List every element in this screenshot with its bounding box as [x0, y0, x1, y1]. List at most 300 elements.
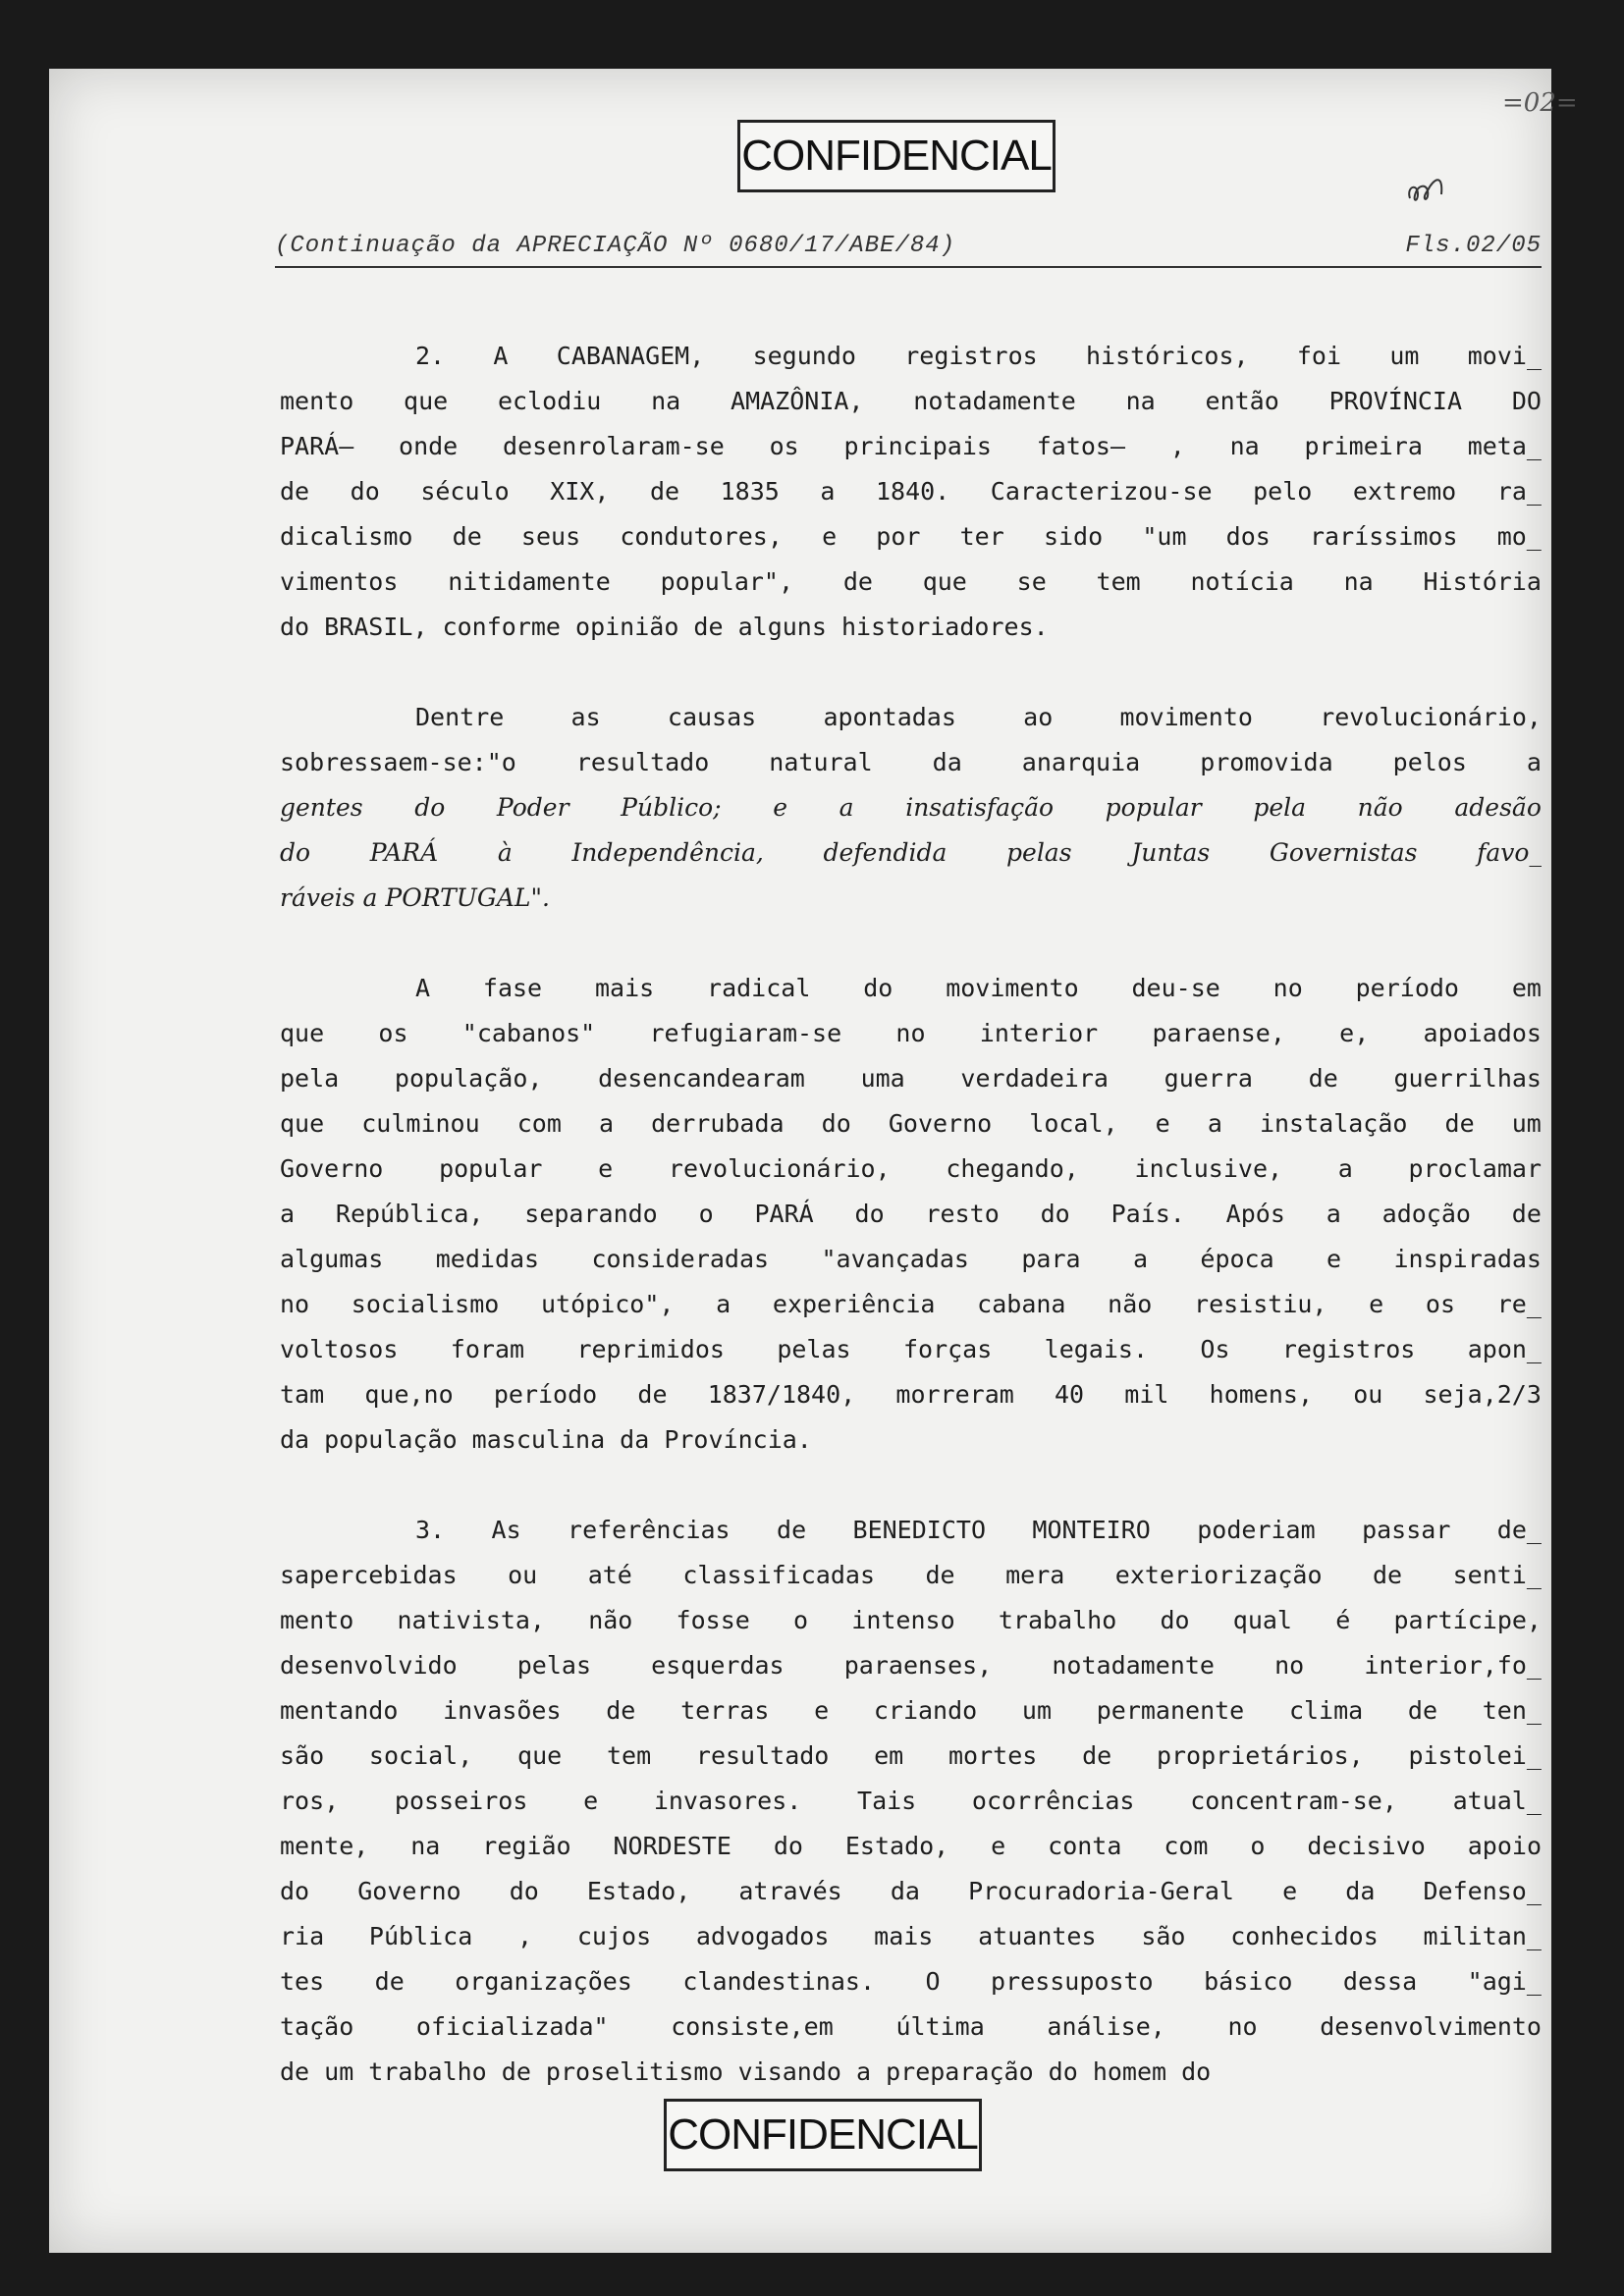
- word: na: [1229, 432, 1260, 460]
- word: pelas: [1006, 838, 1072, 867]
- word: Estado,: [586, 1877, 691, 1905]
- word: tes: [280, 1967, 325, 1996]
- text-line: [280, 1282, 1542, 1327]
- word: mo_: [1496, 522, 1542, 551]
- word: a: [280, 1200, 296, 1228]
- word: atuantes: [978, 1922, 1097, 1950]
- word: ao: [1023, 703, 1054, 731]
- word: apontadas: [823, 703, 956, 731]
- text-span: da população masculina da Província.: [280, 1425, 812, 1454]
- word: adesão: [1454, 793, 1542, 822]
- word: apon_: [1467, 1335, 1542, 1363]
- word: a: [1132, 1245, 1149, 1273]
- word: 1837/1840,: [707, 1380, 856, 1409]
- text-line: [280, 1914, 1542, 1959]
- word: PARÁ: [369, 838, 439, 867]
- word: popular: [1105, 793, 1202, 822]
- word: são: [280, 1741, 325, 1770]
- word: da: [1345, 1877, 1376, 1905]
- paragraph-radical-phase: [280, 966, 1542, 1463]
- word: separando: [524, 1200, 658, 1228]
- word: foram: [450, 1335, 525, 1363]
- word: de: [606, 1696, 636, 1725]
- word: clima: [1288, 1696, 1364, 1725]
- word: sobressaem-se:"o: [280, 748, 516, 776]
- word: Governo: [888, 1109, 993, 1138]
- word: então: [1205, 387, 1279, 415]
- word: e: [1369, 1290, 1384, 1318]
- word: invasões: [443, 1696, 562, 1725]
- word: popular",: [660, 567, 794, 596]
- word: paraense,: [1152, 1019, 1285, 1047]
- word: região: [482, 1832, 571, 1860]
- word: notadamente: [913, 387, 1076, 415]
- word: e: [822, 522, 838, 551]
- word: partícipe,: [1393, 1606, 1542, 1634]
- word: CABANAGEM,: [556, 342, 705, 370]
- word: revolucionário,: [668, 1154, 891, 1183]
- word: do: [863, 974, 893, 1002]
- word: do: [414, 793, 446, 822]
- word: invasores.: [653, 1787, 802, 1815]
- word: que,no: [364, 1380, 454, 1409]
- word: pistolei_: [1408, 1741, 1542, 1770]
- word: Tais: [857, 1787, 917, 1815]
- word: um: [1021, 1696, 1053, 1725]
- word: PARÁ—: [280, 432, 354, 460]
- word: na: [410, 1832, 441, 1860]
- word: chegando,: [946, 1154, 1079, 1183]
- word: PROVÍNCIA: [1328, 387, 1463, 415]
- word: Independência,: [571, 838, 764, 867]
- word: Poder: [496, 793, 569, 822]
- word: 40: [1055, 1380, 1085, 1409]
- word: a: [1326, 1200, 1341, 1228]
- word: vimentos: [280, 567, 399, 596]
- word: de: [1444, 1109, 1475, 1138]
- word: com: [1164, 1832, 1209, 1860]
- text-line: [280, 830, 1542, 876]
- word: movi_: [1467, 342, 1542, 370]
- word: na: [1125, 387, 1156, 415]
- word: revolucionário,: [1320, 703, 1542, 731]
- word: proclamar: [1408, 1154, 1542, 1183]
- word: ter: [959, 522, 1004, 551]
- word: a: [839, 793, 854, 822]
- word: e: [1326, 1245, 1342, 1273]
- word: pressuposto: [991, 1967, 1154, 1996]
- word: mento: [280, 1606, 354, 1634]
- word: concentram-se,: [1190, 1787, 1397, 1815]
- word: de: [1373, 1561, 1403, 1589]
- word: advogados: [695, 1922, 830, 1950]
- word: registros: [1281, 1335, 1416, 1363]
- text-span: ráveis a PORTUGAL".: [280, 883, 550, 912]
- header-sheet-number: Fls.02/05: [1405, 233, 1542, 259]
- word: oficializada": [415, 2012, 609, 2041]
- word: da: [890, 1877, 920, 1905]
- word: mente,: [280, 1832, 369, 1860]
- word: natural: [769, 748, 873, 776]
- word: interior,fo_: [1364, 1651, 1542, 1680]
- word: ,: [1169, 432, 1185, 460]
- word: ou: [508, 1561, 538, 1589]
- word: ocorrências: [971, 1787, 1135, 1815]
- word: desenrolaram-se: [503, 432, 725, 460]
- word: cujos: [576, 1922, 652, 1950]
- word: segundo: [752, 342, 856, 370]
- word: pela: [1253, 793, 1307, 822]
- word: tem: [1096, 567, 1141, 596]
- word: culminou: [361, 1109, 480, 1138]
- word: Governo: [357, 1877, 461, 1905]
- word: guerra: [1164, 1064, 1253, 1093]
- word: do: [280, 1877, 310, 1905]
- word: uma: [860, 1064, 905, 1093]
- word: homens,: [1209, 1380, 1313, 1409]
- word: favo_: [1477, 838, 1542, 867]
- word: PARÁ: [754, 1200, 814, 1228]
- word: de_: [1496, 1516, 1542, 1544]
- text-line: [280, 424, 1542, 469]
- word: período: [493, 1380, 598, 1409]
- word: ou: [1353, 1380, 1383, 1409]
- word: período: [1355, 974, 1459, 1002]
- word: inspiradas: [1393, 1245, 1542, 1273]
- text-line: [280, 560, 1542, 605]
- word: cabana: [977, 1290, 1066, 1318]
- word: análise,: [1047, 2012, 1165, 2041]
- word: "cabanos": [461, 1019, 596, 1047]
- word: são: [1141, 1922, 1186, 1950]
- word: e: [598, 1154, 614, 1183]
- word: experiência: [772, 1290, 936, 1318]
- word: de: [925, 1561, 955, 1589]
- word: de: [1407, 1696, 1438, 1725]
- paragraph-2: [280, 334, 1542, 650]
- word: XIX,: [550, 477, 610, 506]
- text-line: [280, 469, 1542, 514]
- word: sapercebidas: [280, 1561, 458, 1589]
- word: de: [280, 477, 310, 506]
- paragraph-causes: [280, 695, 1542, 921]
- word: do: [854, 1200, 885, 1228]
- word: a: [820, 477, 836, 506]
- text-line: [280, 1417, 1542, 1463]
- word: os: [1425, 1290, 1456, 1318]
- word: no: [895, 1019, 926, 1047]
- word: que: [280, 1109, 325, 1138]
- word: desenvolvimento: [1320, 2012, 1542, 2041]
- text-line: [280, 1237, 1542, 1282]
- word: um: [1389, 342, 1420, 370]
- word: ten_: [1482, 1696, 1542, 1725]
- word: História: [1423, 567, 1542, 596]
- word: não: [588, 1606, 633, 1634]
- word: verdadeira: [960, 1064, 1109, 1093]
- text-line: [280, 785, 1542, 830]
- word: "um: [1142, 522, 1187, 551]
- word: no: [1227, 2012, 1258, 2041]
- word: de: [374, 1967, 405, 1996]
- word: tem: [606, 1741, 652, 1770]
- word: do: [1040, 1200, 1070, 1228]
- word: 3.: [415, 1516, 446, 1544]
- word: e: [773, 793, 788, 822]
- word: com: [516, 1109, 562, 1138]
- word: mento: [280, 387, 354, 415]
- word: o: [793, 1606, 809, 1634]
- word: e: [814, 1696, 830, 1725]
- text-line: [280, 2004, 1542, 2050]
- word: resto: [925, 1200, 1000, 1228]
- word: é: [1335, 1606, 1351, 1634]
- word: NORDESTE: [613, 1832, 731, 1860]
- word: inclusive,: [1134, 1154, 1283, 1183]
- word: tação: [280, 2012, 354, 2041]
- word: se: [1016, 567, 1047, 596]
- word: pelas: [777, 1335, 851, 1363]
- text-line: [280, 1824, 1542, 1869]
- word: promovida: [1200, 748, 1333, 776]
- text-line: [280, 1598, 1542, 1643]
- word: pelos: [1392, 748, 1467, 776]
- word: apoio: [1467, 1832, 1542, 1860]
- word: medidas: [435, 1245, 540, 1273]
- word: históricos,: [1086, 342, 1249, 370]
- word: Os: [1200, 1335, 1230, 1363]
- word: conhecidos: [1230, 1922, 1379, 1950]
- word: consiste,em: [671, 2012, 834, 2041]
- word: foi: [1296, 342, 1342, 370]
- word: desencandearam: [598, 1064, 805, 1093]
- word: defendida: [823, 838, 947, 867]
- word: exteriorização: [1114, 1561, 1323, 1589]
- word: Após: [1225, 1200, 1285, 1228]
- word: Dentre: [415, 703, 505, 731]
- word: um: [1511, 1109, 1542, 1138]
- word: algumas: [280, 1245, 384, 1273]
- word: 1835: [720, 477, 780, 506]
- text-line: [280, 1643, 1542, 1688]
- word: os: [378, 1019, 408, 1047]
- word: o: [1250, 1832, 1266, 1860]
- word: forças: [902, 1335, 993, 1363]
- word: a: [716, 1290, 731, 1318]
- text-line: [280, 1688, 1542, 1734]
- word: em: [874, 1741, 904, 1770]
- word: fatos—: [1036, 432, 1126, 460]
- word: e: [1282, 1877, 1298, 1905]
- word: de: [637, 1380, 668, 1409]
- word: mortes: [948, 1741, 1038, 1770]
- text-line: [280, 1779, 1542, 1824]
- word: voltosos: [280, 1335, 399, 1363]
- word: reprimidos: [576, 1335, 725, 1363]
- word: trabalho: [998, 1606, 1117, 1634]
- word: no: [280, 1290, 310, 1318]
- word: mais: [874, 1922, 934, 1950]
- word: condutores,: [620, 522, 783, 551]
- word: proprietários,: [1156, 1741, 1364, 1770]
- word: na: [651, 387, 681, 415]
- word: de: [649, 477, 680, 506]
- word: do: [509, 1877, 539, 1905]
- word: instalação: [1259, 1109, 1408, 1138]
- handwritten-initials: [1404, 169, 1453, 208]
- word: interior: [979, 1019, 1099, 1047]
- word: através: [738, 1877, 842, 1905]
- word: pelo: [1253, 477, 1313, 506]
- word: A: [493, 342, 509, 370]
- word: movimento: [1119, 703, 1253, 731]
- word: resultado: [575, 748, 710, 776]
- word: movimento: [946, 974, 1079, 1002]
- page-number-mark: =02=: [1502, 88, 1578, 118]
- word: radical: [707, 974, 811, 1002]
- word: resultado: [695, 1741, 830, 1770]
- word: principais: [843, 432, 992, 460]
- word: conta: [1048, 1832, 1122, 1860]
- text-line: [280, 1869, 1542, 1914]
- word: causas: [667, 703, 757, 731]
- text-line: [280, 379, 1542, 424]
- document-page: [49, 69, 1578, 2253]
- word: de: [842, 567, 873, 596]
- word: AMAZÔNIA,: [731, 387, 864, 415]
- word: qual: [1232, 1606, 1292, 1634]
- word: dicalismo: [280, 522, 413, 551]
- text-line: [280, 740, 1542, 785]
- word: última: [895, 2012, 985, 2041]
- word: os: [769, 432, 799, 460]
- word: decisivo: [1307, 1832, 1426, 1860]
- word: socialismo: [351, 1290, 500, 1318]
- header-reference: (Continuação da APRECIAÇÃO Nº 0680/17/ABE/84): [275, 233, 956, 259]
- word: deu-se: [1131, 974, 1220, 1002]
- word: primeira: [1304, 432, 1423, 460]
- word: resistiu,: [1194, 1290, 1327, 1318]
- word: do: [350, 477, 380, 506]
- word: mentando: [280, 1696, 399, 1725]
- text-span: do BRASIL, conforme opinião de alguns historiadores.: [280, 613, 1049, 641]
- word: meta_: [1467, 432, 1542, 460]
- word: Governistas: [1269, 838, 1418, 867]
- word: notícia: [1190, 567, 1294, 596]
- word: do: [1160, 1606, 1190, 1634]
- word: poderiam: [1197, 1516, 1316, 1544]
- text-line: [280, 1959, 1542, 2004]
- text-line: [280, 1147, 1542, 1192]
- word: o: [698, 1200, 714, 1228]
- word: no: [1274, 1651, 1305, 1680]
- word: e: [583, 1787, 599, 1815]
- word: eclodiu: [497, 387, 602, 415]
- word: até: [587, 1561, 632, 1589]
- word: população,: [394, 1064, 543, 1093]
- word: terras: [680, 1696, 770, 1725]
- text-line: [280, 966, 1542, 1011]
- word: Estado,: [844, 1832, 949, 1860]
- word: de: [1511, 1200, 1542, 1228]
- word: que: [922, 567, 967, 596]
- word: ra_: [1496, 477, 1542, 506]
- confidential-stamp-top: CONFIDENCIAL: [737, 120, 1056, 192]
- word: A: [415, 974, 431, 1002]
- word: intenso: [851, 1606, 955, 1634]
- word: raríssimos: [1310, 522, 1458, 551]
- word: País.: [1110, 1200, 1185, 1228]
- word: "avançadas: [821, 1245, 969, 1273]
- word: e: [1155, 1109, 1170, 1138]
- word: século: [420, 477, 510, 506]
- paragraph-3: [280, 1508, 1542, 2095]
- word: popular: [439, 1154, 543, 1183]
- word: 1840.: [875, 477, 950, 506]
- word: Defenso_: [1423, 1877, 1542, 1905]
- word: utópico",: [541, 1290, 675, 1318]
- word: senti_: [1452, 1561, 1542, 1589]
- word: ,: [517, 1922, 533, 1950]
- word: do: [773, 1832, 803, 1860]
- text-line: [280, 514, 1542, 560]
- word: Governo: [280, 1154, 384, 1183]
- word: mais: [594, 974, 655, 1002]
- text-line: [280, 1372, 1542, 1417]
- word: legais.: [1044, 1335, 1149, 1363]
- word: militan_: [1423, 1922, 1542, 1950]
- word: a: [1337, 1154, 1353, 1183]
- word: DO: [1511, 387, 1542, 415]
- confidential-stamp-bottom: CONFIDENCIAL: [664, 2099, 982, 2171]
- word: pela: [280, 1064, 340, 1093]
- word: notadamente: [1052, 1651, 1215, 1680]
- text-line: [280, 1011, 1542, 1056]
- word: Caracterizou-se: [990, 477, 1213, 506]
- word: na: [1343, 567, 1374, 596]
- word: dessa: [1342, 1967, 1418, 1996]
- text-line: [280, 876, 1542, 921]
- word: referências: [568, 1516, 731, 1544]
- word: não: [1357, 793, 1403, 822]
- word: seus: [520, 522, 581, 551]
- word: por: [876, 522, 921, 551]
- word: em: [1511, 974, 1542, 1002]
- word: guerrilhas: [1393, 1064, 1542, 1093]
- text-line: [280, 2050, 1542, 2095]
- text-line: [280, 1192, 1542, 1237]
- word: BENEDICTO: [852, 1516, 986, 1544]
- word: que: [517, 1741, 563, 1770]
- word: tam: [280, 1380, 325, 1409]
- word: clandestinas.: [682, 1967, 876, 1996]
- word: social,: [368, 1741, 473, 1770]
- word: anarquia: [1021, 748, 1141, 776]
- word: refugiaram-se: [649, 1019, 842, 1047]
- word: a: [598, 1109, 615, 1138]
- word: criando: [873, 1696, 978, 1725]
- word: O: [925, 1967, 941, 1996]
- word: de: [777, 1516, 807, 1544]
- text-line: [280, 1508, 1542, 1553]
- word: extremo: [1352, 477, 1457, 506]
- word: nitidamente: [448, 567, 611, 596]
- word: 2.: [415, 342, 446, 370]
- word: posseiros: [394, 1787, 528, 1815]
- word: sido: [1043, 522, 1104, 551]
- word: dos: [1225, 522, 1271, 551]
- word: do: [821, 1109, 851, 1138]
